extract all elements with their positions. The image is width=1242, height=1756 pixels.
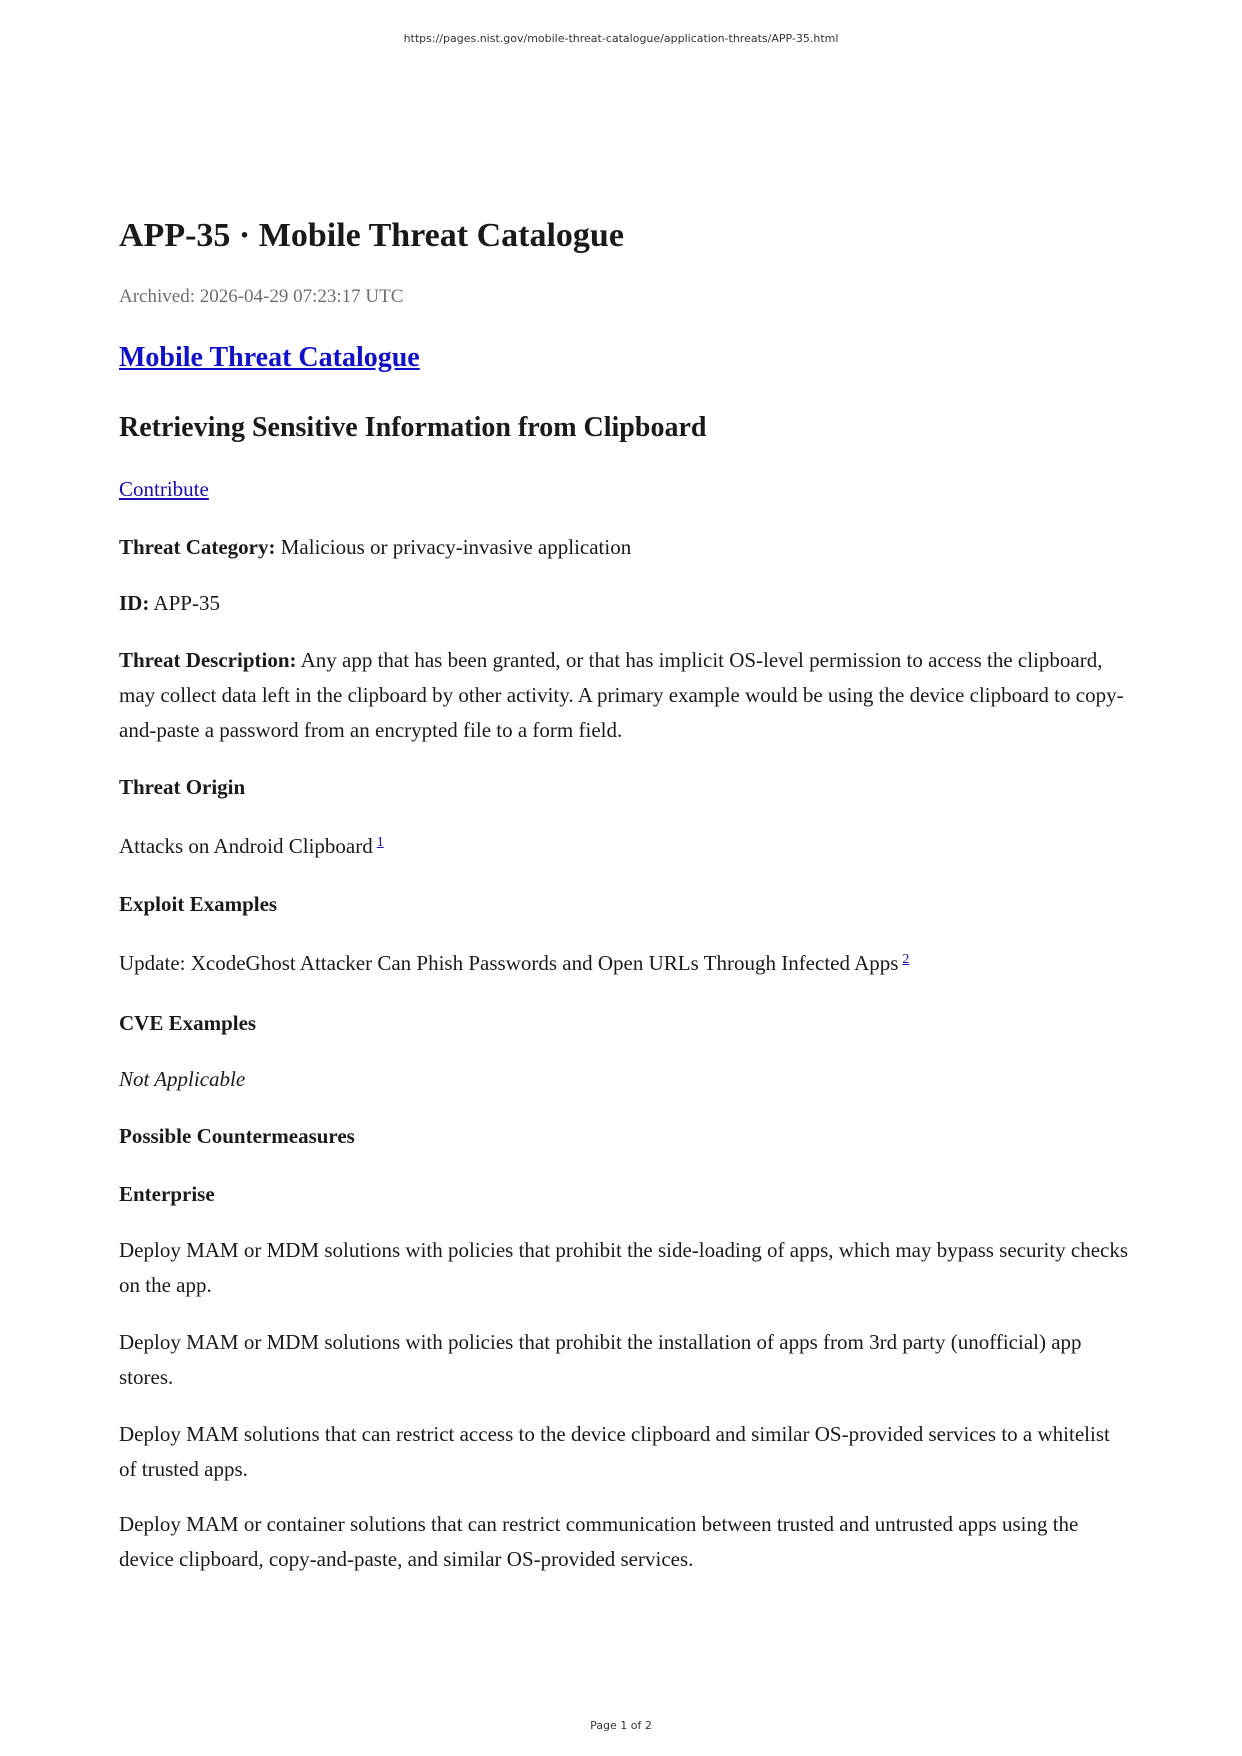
threat-category-value: Malicious or privacy-invasive application — [275, 535, 632, 559]
page-url-header: https://pages.nist.gov/mobile-threat-catalogue/application-threats/APP-35.html — [403, 32, 839, 45]
exploit-examples-heading: Exploit Examples — [119, 892, 278, 916]
archived-timestamp: Archived: 2026-04-29 07:23:17 UTC — [119, 286, 404, 307]
contribute-paragraph — [119, 472, 1129, 507]
cve-examples-text: Not Applicable — [119, 1067, 246, 1091]
threat-description-label: Threat Description: — [119, 648, 297, 672]
reference-link-2[interactable]: 2 — [902, 952, 910, 967]
threat-description — [119, 643, 1129, 748]
threat-id-label: ID: — [119, 591, 150, 615]
countermeasure-item: Deploy MAM solutions that can restrict access to the device clipboard and similar OS-provided services to a whitelist of trusted apps. — [119, 1422, 1110, 1481]
threat-origin-heading: Threat Origin — [119, 775, 246, 799]
countermeasure-item: Deploy MAM or MDM solutions with policies that prohibit the side-loading of apps, which may bypass security checks on the app. — [119, 1238, 1129, 1297]
enterprise-heading: Enterprise — [119, 1182, 215, 1206]
exploit-example-item — [119, 946, 1129, 981]
threat-origin-text: Attacks on Android Clipboard — [119, 834, 373, 858]
threat-origin-item — [119, 829, 1129, 864]
site-link[interactable]: Mobile Threat Catalogue — [119, 342, 420, 373]
contribute-link[interactable]: Contribute — [119, 477, 209, 501]
threat-category — [119, 530, 1129, 565]
countermeasure-item: Deploy MAM or MDM solutions with policies that prohibit the installation of apps from 3rd party (unofficial) app stores. — [119, 1330, 1082, 1389]
threat-id-value: APP-35 — [149, 591, 220, 615]
threat-description-text: Any app that has been granted, or that has implicit OS-level permission to access the clipboard, may collect data left in the clipboard by other activity. A primary example would be using the device clipboard to copy-and-paste a password from an encrypted file to a form field. — [119, 648, 1124, 742]
exploit-example-text: Update: XcodeGhost Attacker Can Phish Passwords and Open URLs Through Infected Apps — [119, 951, 899, 975]
reference-link-1[interactable]: 1 — [376, 835, 384, 850]
page-title: APP-35 · Mobile Threat Catalogue — [119, 217, 624, 254]
threat-category-label: Threat Category: — [119, 535, 276, 559]
cve-examples-heading: CVE Examples — [119, 1011, 257, 1035]
site-link-heading — [119, 339, 420, 377]
threat-title: Retrieving Sensitive Information from Clipboard — [119, 412, 707, 443]
countermeasures-heading: Possible Countermeasures — [119, 1124, 355, 1148]
page-number-footer: Page 1 of 2 — [590, 1719, 652, 1732]
countermeasure-item: Deploy MAM or container solutions that can restrict communication between trusted and untrusted apps using the device clipboard, copy-and-paste, and similar OS-provided services. — [119, 1512, 1079, 1571]
threat-id — [119, 586, 1129, 621]
